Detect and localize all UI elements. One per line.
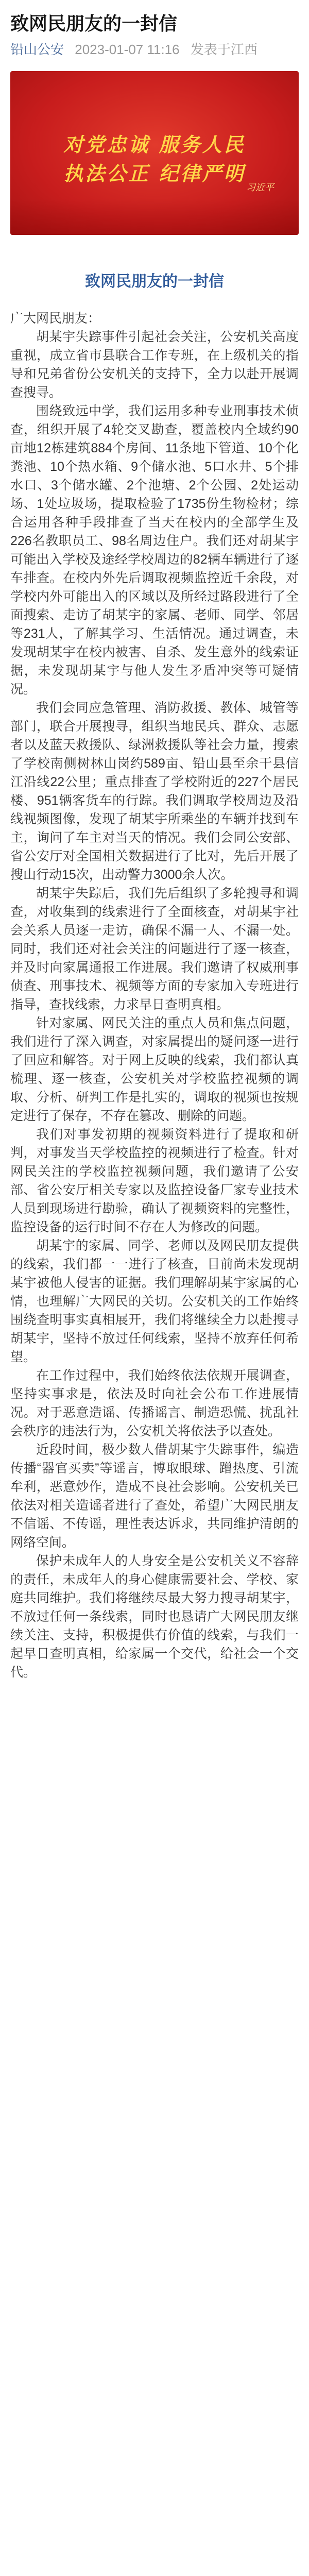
letter-paragraph: 近段时间，极少数人借胡某宇失踪事件，编造传播“器官买卖”等谣言，博取眼球、蹭热度、引流牟利，恶意炒作，造成不良社会影响。公安机关已依法对相关造谣者进行了查处，希望广大网民朋友不信谣、不传谣，理性表达诉求，共同维护清朗的网络空间。 xyxy=(10,1443,299,1550)
letter-greeting: 广大网民朋友： xyxy=(10,311,101,326)
banner-slogan-line2: 执法公正 纪律严明 xyxy=(63,162,246,185)
publish-location: 发表于江西 xyxy=(190,42,258,57)
letter-body xyxy=(10,309,299,1682)
article-meta xyxy=(10,41,299,58)
publish-datetime: 2023-01-07 11:16 xyxy=(75,42,180,57)
banner-signature: 习近平 xyxy=(246,182,274,193)
letter-paragraph: 围绕致远中学，我们运用多种专业刑事技术侦查，组织开展了4轮交叉勘查，覆盖校内全域约90亩地12栋建筑884个房间、11条地下管道、10个化粪池、10个热水箱、9个储水池、5口水井、5个排水口、3个储水罐、2个池塘、2个公园、2处运动场、1处垃圾场，提取检验了1735份生物检材；综合运用各种手段排查了当天在校内的全部学生及226名教职员工、98名周边住户。我们还对胡某宇可能出入学校及途经学校周边的82辆车辆进行了逐车排查。在校内外先后调取视频监控近千余段，对学校内外可能出入的区域以及所经过路段进行了全面搜索、走访了胡某宇的家属、老师、同学、邻居等231人，了解其学习、生活情况。通过调查，未发现胡某宇在校内被害、自杀、发生意外的线索证据，未发现胡某宇与他人发生矛盾冲突等可疑情况。 xyxy=(10,404,299,697)
banner-image xyxy=(10,71,299,235)
article-title: 致网民朋友的一封信 xyxy=(10,13,178,34)
letter-paragraph: 在工作过程中，我们始终依法依规开展调查，坚持实事求是，依法及时向社会公布工作进展情况。对于恶意造谣、传播谣言、制造恐慌、扰乱社会秩序的违法行为，公安机关将依法予以查处。 xyxy=(10,1368,299,1438)
letter-paragraph: 保护未成年人的人身安全是公安机关义不容辞的责任，未成年人的身心健康需要社会、学校、家庭共同维护。我们将继续尽最大努力搜寻胡某宇，不放过任何一条线索，同时也恳请广大网民朋友继续关注、支持，积极提供有价值的线索，与我们一起早日查明真相，给家属一个交代，给社会一个交代。 xyxy=(10,1554,299,1680)
letter-paragraph: 胡某宇失踪后，我们先后组织了多轮搜寻和调查，对收集到的线索进行了全面核查，对胡某宇社会关系人员逐一走访，确保不漏一人、不漏一处。同时，我们还对社会关注的问题进行了逐一核查，并及时向家属通报工作进展。我们邀请了权威刑事侦查、刑事技术、视频等方面的专家加入专班进行指导，查找线索，力求早日查明真相。 xyxy=(10,886,299,1012)
letter-paragraph: 我们会同应急管理、消防救援、教体、城管等部门，联合开展搜寻，组织当地民兵、群众、志愿者以及蓝天救援队、绿洲救援队等社会力量，搜索了学校南侧树林山岗约589亩、铅山县至余干县信江沿线22公里；重点排查了学校附近的227个居民楼、951辆客货车的行踪。我们调取学校周边及沿线视频图像，发现了胡某宇所乘坐的车辆并找到车主，询问了车主对当天的情况。我们会同公安部、省公安厅对全国相关数据进行了比对，先后开展了搜山行动15次，出动警力3000余人次。 xyxy=(10,701,299,882)
author-link[interactable]: 铅山公安 xyxy=(10,42,64,57)
letter-paragraph: 针对家属、网民关注的重点人员和焦点问题，我们进行了深入调查，对家属提出的疑问逐一进行了回应和解答。对于网上反映的线索，我们都认真梳理、逐一核查，公安机关对学校监控视频的调取、分析、研判工作是扎实的，调取的视频也按规定进行了保存，不存在篡改、删除的问题。 xyxy=(10,1016,299,1123)
letter-paragraph: 胡某宇的家属、同学、老师以及网民朋友提供的线索，我们都一一进行了核查，目前尚未发现胡某宇被他人侵害的证据。我们理解胡某宇家属的心情，也理解广大网民的关切。公安机关的工作始终围绕查明事实真相展开，我们将继续全力以赴搜寻胡某宇，坚持不放过任何线索，坚持不放弃任何希望。 xyxy=(10,1239,299,1364)
banner-decoration xyxy=(10,199,299,235)
letter-heading: 致网民朋友的一封信 xyxy=(85,273,224,290)
letter-paragraph: 胡某宇失踪事件引起社会关注，公安机关高度重视，成立省市县联合工作专班，在上级机关的指导和兄弟省份公安机关的支持下，全力以赴开展调查搜寻。 xyxy=(10,330,299,400)
letter-paragraph: 我们对事发初期的视频资料进行了提取和研判，对事发当天学校监控的视频进行了检查。针对网民关注的学校监控视频问题，我们邀请了公安部、省公安厅相关专家以及监控设备厂家专业技术人员到现场进行勘验，确认了视频资料的完整性，监控设备的运行时间不存在人为修改的问题。 xyxy=(10,1127,299,1234)
banner-slogan-line1: 对党忠诚 服务人民 xyxy=(63,133,246,156)
